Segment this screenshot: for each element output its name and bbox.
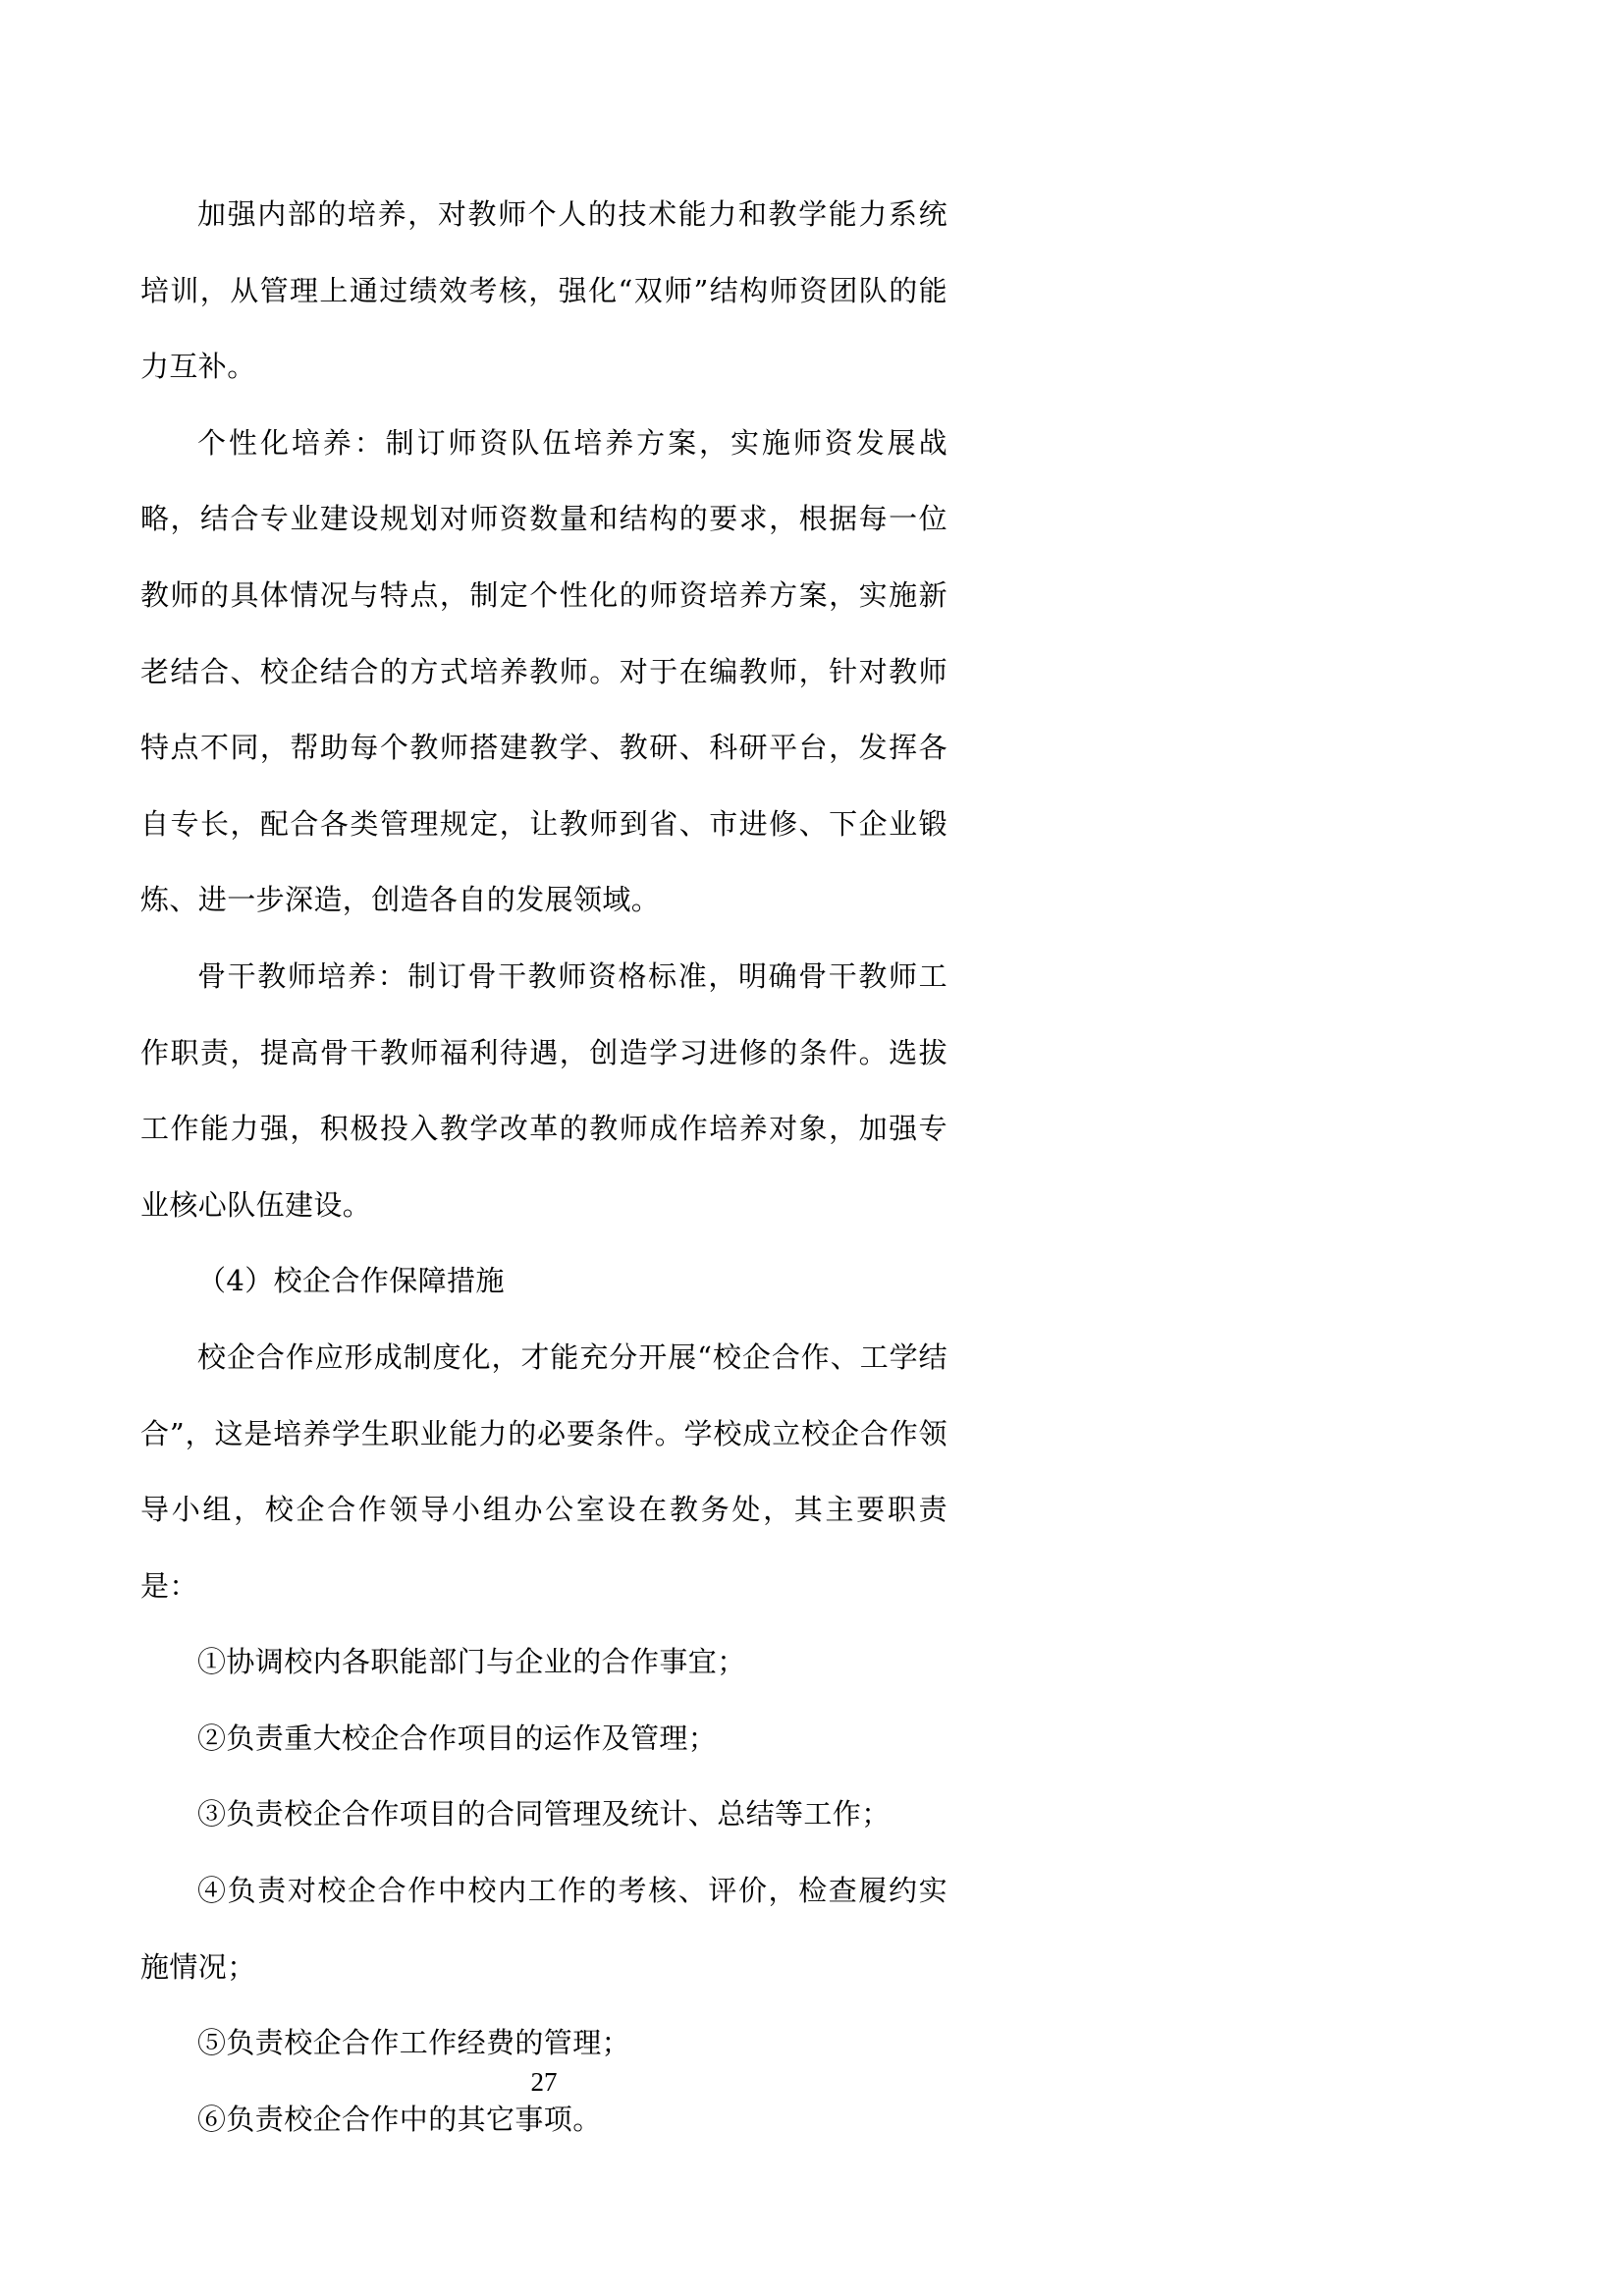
text-block bbox=[140, 177, 947, 2158]
para-personalized-training: 个性化培养：制订师资队伍培养方案，实施师资发展战略，结合专业建设规划对师资数量和结构的要求，根据每一位教师的具体情况与特点，制定个性化的师资培养方案，实施新老结合、校企结合的方式培养教师。对于在编教师，针对教师特点不同，帮助每个教师搭建教学、教研、科研平台，发挥各自专长，配合各类管理规定，让教师到省、市进修、下企业锻炼、进一步深造，创造各自的发展领域。 bbox=[140, 425, 947, 917]
list-item-5: ⑤负责校企合作工作经费的管理； bbox=[197, 2026, 631, 2060]
list-item-1: ①协调校内各职能部门与企业的合作事宜； bbox=[197, 1645, 746, 1679]
list-item-3: ③负责校企合作项目的合同管理及统计、总结等工作； bbox=[197, 1797, 891, 1831]
heading-section-4-school-enterprise-safeguards: （4）校企合作保障措施 bbox=[197, 1264, 505, 1298]
list-item-2: ②负责重大校企合作项目的运作及管理； bbox=[197, 1721, 718, 1755]
list-item-6: ⑥负责校企合作中的其它事项。 bbox=[197, 2102, 602, 2136]
list-item-4: ④负责对校企合作中校内工作的考核、评价，检查履约实施情况； bbox=[140, 1874, 947, 1984]
page-number: 27 bbox=[530, 2067, 558, 2097]
para-backbone-teacher-training: 骨干教师培养：制订骨干教师资格标准，明确骨干教师工作职责，提高骨干教师福利待遇，创造学习进修的条件。选拔工作能力强，积极投入教学改革的教师成作培养对象，加强专业核心队伍建设。 bbox=[140, 958, 947, 1222]
para-internal-training: 加强内部的培养，对教师个人的技术能力和教学能力系统培训，从管理上通过绩效考核，强化“双师”结构师资团队的能力互补。 bbox=[140, 197, 947, 384]
para-cooperation-institutionalization: 校企合作应形成制度化，才能充分开展“校企合作、工学结合”，这是培养学生职业能力的必要条件。学校成立校企合作领导小组，校企合作领导小组办公室设在教务处，其主要职责是： bbox=[140, 1339, 947, 1603]
